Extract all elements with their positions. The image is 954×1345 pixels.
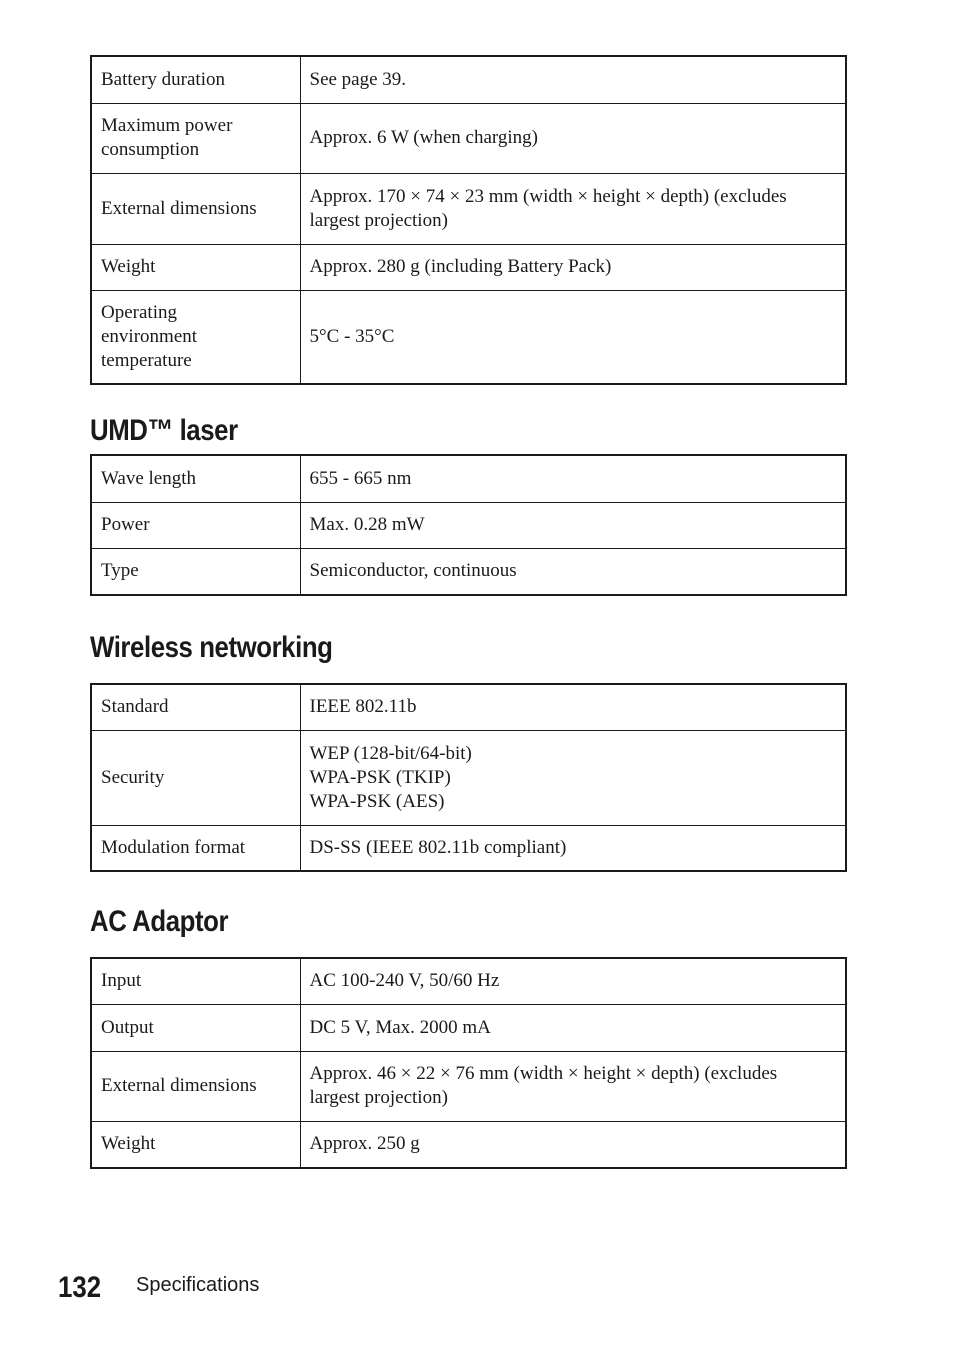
spec-value: Approx. 46 × 22 × 76 mm (width × height × depth) (excludes largest projection) [300, 1051, 846, 1121]
table-row [91, 290, 846, 384]
spec-value: AC 100-240 V, 50/60 Hz [300, 958, 846, 1004]
spec-value: IEEE 802.11b [300, 684, 846, 730]
table-row [91, 1004, 846, 1051]
ac-adaptor-table [90, 957, 847, 1169]
spec-value: Approx. 170 × 74 × 23 mm (width × height × depth) (excludes largest projection) [300, 173, 846, 244]
table-row [91, 455, 846, 502]
table-row [91, 103, 846, 173]
table-row [91, 244, 846, 290]
table-row [91, 825, 846, 871]
spec-value: Approx. 250 g [300, 1121, 846, 1168]
general-spec-table [90, 55, 847, 385]
table-row [91, 502, 846, 548]
wireless-heading: Wireless networking [90, 631, 333, 664]
spec-label: Maximum power consumption [91, 103, 300, 173]
spec-value: See page 39. [300, 56, 846, 103]
wireless-table [90, 683, 847, 872]
spec-label: Wave length [91, 455, 300, 502]
table-row [91, 684, 846, 730]
spec-label: Output [91, 1004, 300, 1051]
table-row [91, 173, 846, 244]
table-row [91, 1051, 846, 1121]
spec-value: 5°C - 35°C [300, 290, 846, 384]
spec-label: Power [91, 502, 300, 548]
spec-label: Input [91, 958, 300, 1004]
table-row [91, 730, 846, 825]
spec-label: External dimensions [91, 1051, 300, 1121]
spec-value: Max. 0.28 mW [300, 502, 846, 548]
spec-value: DC 5 V, Max. 2000 mA [300, 1004, 846, 1051]
table-row [91, 56, 846, 103]
spec-value: Approx. 6 W (when charging) [300, 103, 846, 173]
spec-value: WEP (128-bit/64-bit) WPA-PSK (TKIP) WPA-PSK (AES) [300, 730, 846, 825]
spec-value: Semiconductor, continuous [300, 548, 846, 595]
spec-label: Weight [91, 1121, 300, 1168]
page-number: 132 [58, 1271, 102, 1304]
spec-label: Security [91, 730, 300, 825]
spec-label: External dimensions [91, 173, 300, 244]
table-row [91, 958, 846, 1004]
spec-value: 655 - 665 nm [300, 455, 846, 502]
ac-adaptor-heading: AC Adaptor [90, 905, 229, 938]
spec-label: Modulation format [91, 825, 300, 871]
umd-laser-table [90, 454, 847, 596]
footer-section-label: Specifications [136, 1274, 260, 1296]
spec-value: DS-SS (IEEE 802.11b compliant) [300, 825, 846, 871]
spec-label: Battery duration [91, 56, 300, 103]
spec-label: Weight [91, 244, 300, 290]
spec-label: Operating environment temperature [91, 290, 300, 384]
spec-value: Approx. 280 g (including Battery Pack) [300, 244, 846, 290]
table-row [91, 548, 846, 595]
umd-laser-heading: UMD™ laser [90, 414, 238, 447]
spec-label: Type [91, 548, 300, 595]
spec-label: Standard [91, 684, 300, 730]
table-row [91, 1121, 846, 1168]
